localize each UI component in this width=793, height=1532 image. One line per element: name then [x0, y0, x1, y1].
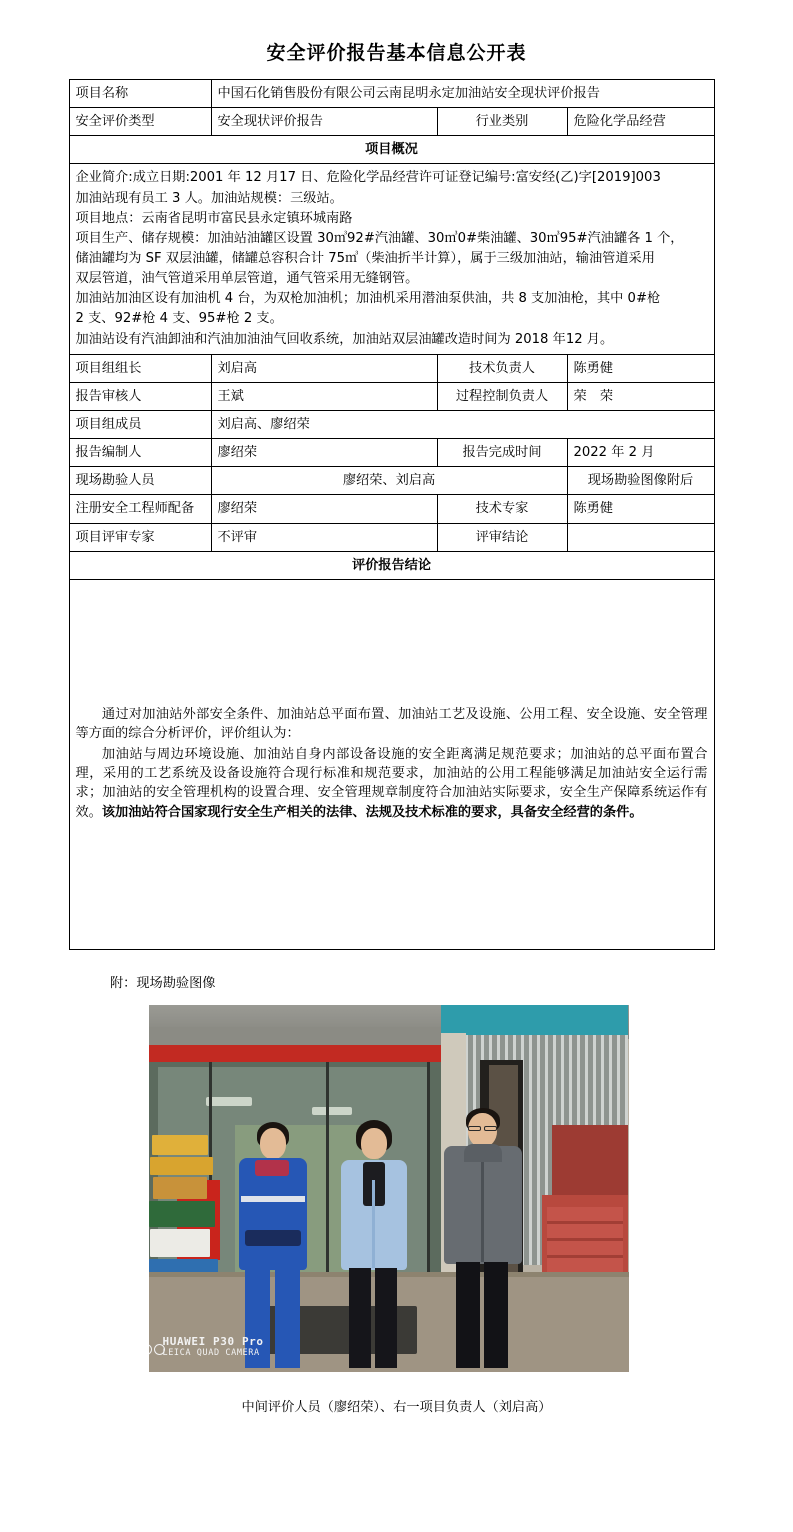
overview-line: 企业简介:成立日期:2001 年 12 月17 日、危险化学品经营许可证登记编号:富安经(乙)字[2019]003	[75, 170, 661, 186]
photo-person-middle	[329, 1120, 419, 1370]
photo-person-hood	[464, 1144, 502, 1162]
camera-lens-icon	[149, 1340, 167, 1359]
tech-lead-label: 技术负责人	[437, 354, 567, 382]
photo-person-right	[434, 1108, 534, 1370]
watermark-device: HUAWEI P30 Pro	[162, 1334, 264, 1348]
table-row-conclusion-body	[69, 579, 714, 949]
photo-person-head	[361, 1128, 387, 1159]
overview-line: 加油站设有汽油卸油和汽油加油油气回收系统，加油站双层油罐改造时间为 2018 年12 月。	[75, 331, 614, 347]
photo-goods-box	[152, 1135, 209, 1155]
registered-engineer-label: 注册安全工程师配备	[69, 495, 211, 523]
info-table	[69, 79, 715, 950]
table-row-conclusion-header	[69, 551, 714, 579]
table-row-overview-body	[69, 164, 714, 354]
photo-person-leg	[349, 1268, 371, 1368]
author-label: 报告编制人	[69, 439, 211, 467]
overview-line: 项目生产、储存规模：加油站油罐区设置 30㎥92#汽油罐、30㎥0#柴油罐、30㎥95#汽油罐各 1 个，	[75, 230, 684, 246]
table-row-reviewer	[69, 382, 714, 410]
photo-person-leg	[456, 1262, 480, 1368]
review-expert-label: 项目评审专家	[69, 523, 211, 551]
reviewer-value: 王斌	[211, 382, 437, 410]
table-row-registered-engineer	[69, 495, 714, 523]
watermark-camera: LEICA QUAD CAMERA	[162, 1347, 260, 1358]
photo-caption: 中间评价人员（廖绍荣）、右一项目负责人（刘启高）	[241, 1399, 552, 1415]
photo-person-left	[229, 1122, 315, 1370]
photo-person-glasses-icon	[484, 1126, 497, 1131]
team-leader-value: 刘启高	[211, 354, 437, 382]
photo-watermark	[163, 1335, 264, 1358]
review-expert-value: 不评审	[211, 523, 437, 551]
review-conclusion-label: 评审结论	[437, 523, 567, 551]
table-row-overview-header	[69, 136, 714, 164]
table-row-survey-staff	[69, 467, 714, 495]
attachment-photo-wrap	[149, 1005, 629, 1372]
photo-red-signband	[149, 1045, 442, 1062]
team-leader-label: 项目组组长	[69, 354, 211, 382]
project-name-value: 中国石化销售股份有限公司云南昆明永定加油站安全现状评价报告	[211, 80, 714, 108]
overview-header: 项目概况	[69, 136, 714, 164]
photo-goods-box	[149, 1201, 215, 1227]
photo-person-leg	[375, 1268, 397, 1368]
overview-line: 2 支、92#枪 4 支、95#枪 2 支。	[75, 311, 283, 327]
photo-person-waist-bag	[245, 1230, 301, 1246]
tech-expert-label: 技术专家	[437, 495, 567, 523]
photo-person-legs	[349, 1268, 399, 1368]
conclusion-text	[69, 579, 714, 949]
photo-person-legs	[456, 1262, 510, 1368]
photo-person-zipper	[372, 1180, 375, 1268]
conclusion-paragraph-1: 通过对加油站外部安全条件、加油站总平面布置、加油站工艺及设施、公用工程、安全设施、安全管理等方面的综合分析评价，评价组认为：	[75, 706, 708, 742]
industry-value: 危险化学品经营	[567, 108, 714, 136]
overview-line: 加油站加油区设有加油机 4 台，为双枪加油机；加油机采用潜油泵供油，共 8 支加油枪，其中 0#枪	[75, 291, 661, 307]
photo-ceiling-light	[312, 1107, 352, 1115]
registered-engineer-value: 廖绍荣	[211, 495, 437, 523]
overview-line: 储油罐均为 SF 双层油罐，储罐总容积合计 75㎥（柴油折半计算），属于三级加油站，输油管道采用	[75, 250, 655, 266]
finish-time-value: 2022 年 2 月	[567, 439, 714, 467]
photo-person-leg	[275, 1268, 300, 1368]
overview-line: 项目地点：云南省昆明市富民县永定镇环城南路	[75, 210, 353, 226]
table-row-eval-type	[69, 108, 714, 136]
process-control-value: 荣 荣	[567, 382, 714, 410]
conclusion-normal-text: 加油站与周边环境设施、加油站自身内部设备设施的安全距离满足规范要求；加油站的总平面布置合理，采用的工艺系统及设备设施符合现行标准和规范要求，加油站的公用工程能够满足加油站安全运行需求；加油站的安全管理机构的设置合理、安全管理规章制度符合加油站实际要求，安全生产保障系统运作有效。	[75, 747, 708, 820]
survey-staff-label: 现场勘验人员	[69, 467, 211, 495]
overview-line: 加油站现有员工 3 人。加油站规模：三级站。	[75, 190, 343, 206]
photo-goods-box	[150, 1229, 210, 1257]
photo-person-collar	[255, 1160, 289, 1176]
photo-goods-box	[150, 1157, 213, 1175]
overview-text	[69, 164, 714, 354]
process-control-label: 过程控制负责人	[437, 382, 567, 410]
page-title: 安全评价报告基本信息公开表	[266, 42, 527, 64]
photo-ceiling-light	[206, 1097, 252, 1106]
survey-staff-value: 廖绍荣、刘启高	[211, 467, 567, 495]
conclusion-bold-text: 该加油站符合国家现行安全生产相关的法律、法规及技术标准的要求，具备安全经营的条件。	[101, 804, 643, 820]
eval-type-value: 安全现状评价报告	[211, 108, 437, 136]
table-row-team-leader	[69, 354, 714, 382]
finish-time-label: 报告完成时间	[437, 439, 567, 467]
industry-label: 行业类别	[437, 108, 567, 136]
site-survey-photo	[149, 1005, 629, 1372]
table-row-review-expert	[69, 523, 714, 551]
conclusion-paragraph-2	[76, 745, 708, 822]
conclusion-header: 评价报告结论	[69, 551, 714, 579]
tech-lead-value: 陈勇健	[567, 354, 714, 382]
members-value: 刘启高、廖绍荣	[211, 410, 714, 438]
table-row-project-name	[69, 80, 714, 108]
survey-image-note: 现场勘验图像附后	[567, 467, 714, 495]
photo-person-zipper	[481, 1162, 484, 1262]
author-value: 廖绍荣	[211, 439, 437, 467]
photo-person-reflective-stripe	[241, 1196, 305, 1202]
table-row-author	[69, 439, 714, 467]
photo-person-glasses-icon	[468, 1126, 481, 1131]
tech-expert-value: 陈勇健	[567, 495, 714, 523]
eval-type-label: 安全评价类型	[69, 108, 211, 136]
members-label: 项目组成员	[69, 410, 211, 438]
attachment-label: 附：现场勘验图像	[110, 975, 216, 991]
photo-person-head	[260, 1128, 286, 1159]
table-row-members	[69, 410, 714, 438]
reviewer-label: 报告审核人	[69, 382, 211, 410]
overview-line: 双层管道，油气管道采用单层管道，通气管采用无缝钢管。	[75, 271, 419, 287]
review-conclusion-value	[567, 523, 714, 551]
photo-person-leg	[484, 1262, 508, 1368]
photo-goods-box	[153, 1177, 207, 1199]
project-name-label: 项目名称	[69, 80, 211, 108]
